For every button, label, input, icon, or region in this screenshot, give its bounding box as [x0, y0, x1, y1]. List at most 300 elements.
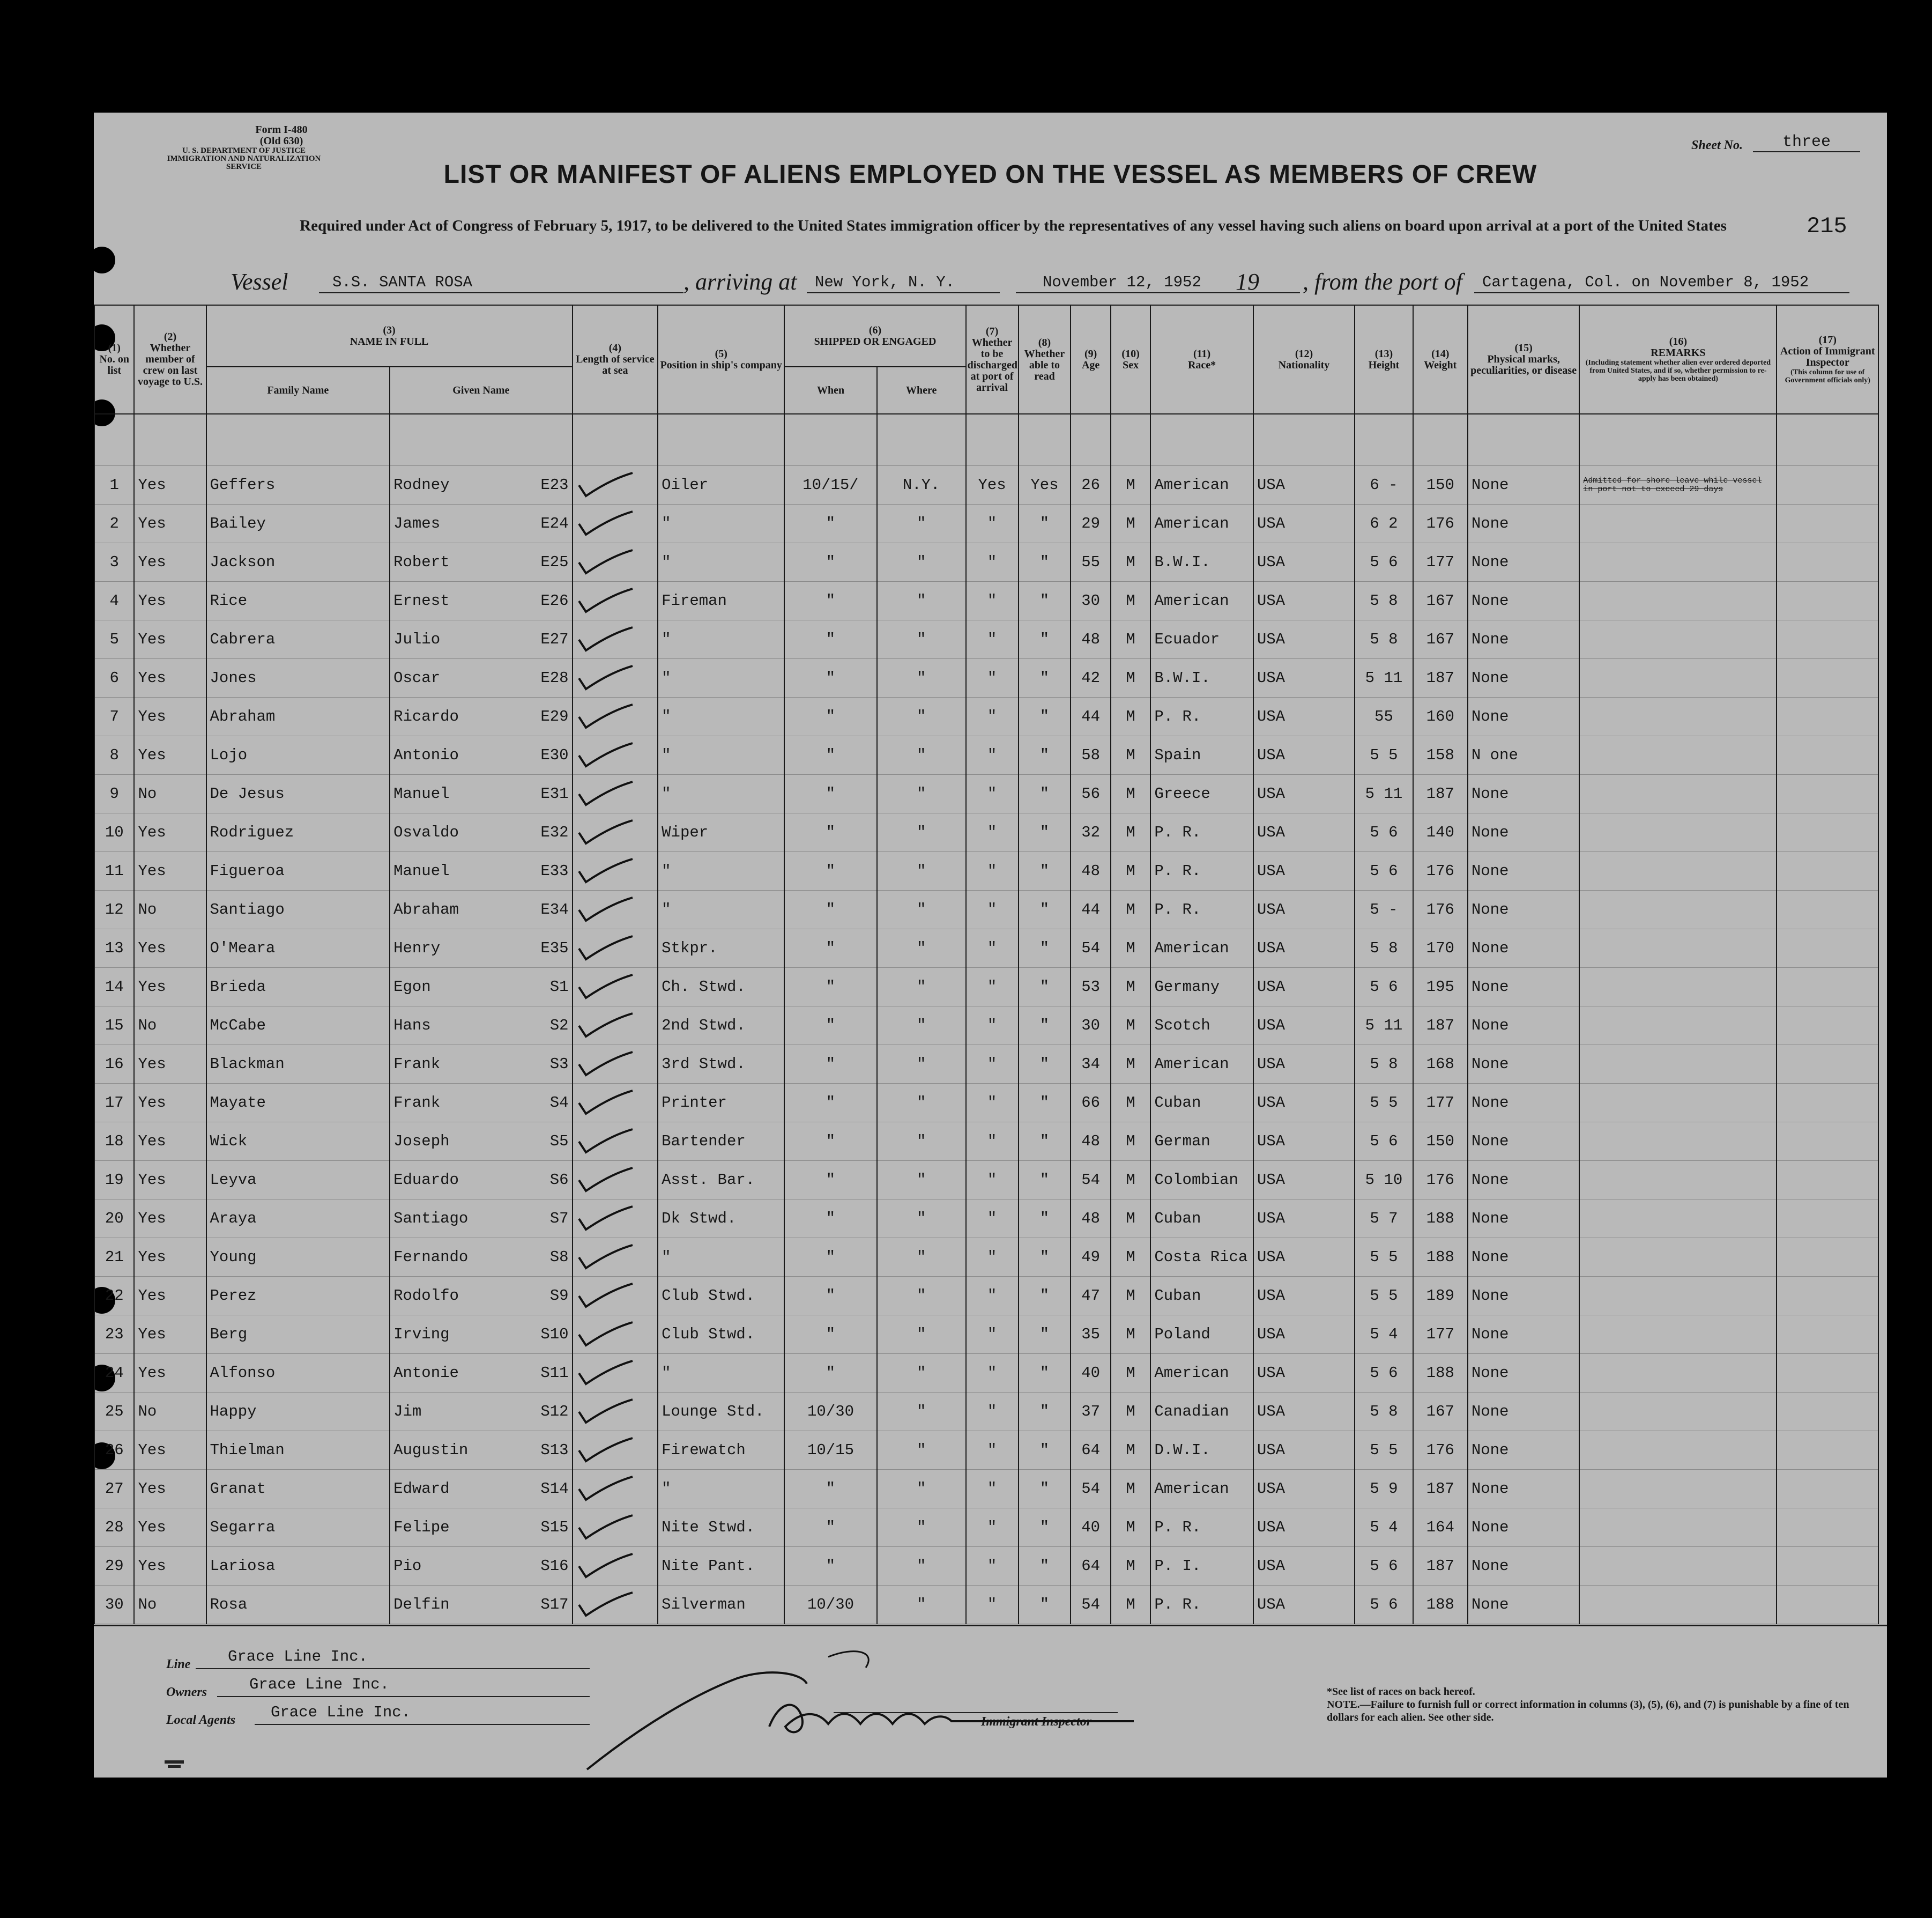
cell-family: O'Meara: [206, 929, 390, 968]
cell-marks: None: [1468, 1508, 1580, 1547]
cell-when: ": [784, 1199, 876, 1238]
cell-family: Geffers: [206, 466, 390, 505]
inspector-label: Immigrant Inspector: [981, 1715, 1092, 1729]
cell-family: Granat: [206, 1470, 390, 1508]
cell-sex: M: [1111, 1470, 1150, 1508]
cell-remarks: Admitted for shore leave while vessel in port not to exceed 29 days: [1579, 466, 1777, 505]
cell-position: Oiler: [658, 466, 784, 505]
cell-remarks: [1579, 968, 1777, 1006]
cell-when: ": [784, 1161, 876, 1199]
cell-age: 47: [1071, 1277, 1110, 1315]
given-name: Julio: [393, 631, 441, 648]
crew-code: S15: [540, 1519, 569, 1536]
cell-position: ": [658, 852, 784, 891]
given-name: Edward: [393, 1480, 450, 1498]
cell-height: 5 5: [1355, 1084, 1413, 1122]
cell-family: Brieda: [206, 968, 390, 1006]
cell-position: ": [658, 891, 784, 929]
cell-discharged: ": [966, 1354, 1019, 1393]
col-label: No. on list: [99, 353, 130, 376]
given-name: Oscar: [393, 669, 441, 687]
cell-sex: M: [1111, 1277, 1150, 1315]
col-label: Length of service at sea: [576, 353, 655, 376]
cell-where: ": [877, 659, 966, 698]
crew-code: S11: [540, 1364, 569, 1382]
cell-sex: M: [1111, 1393, 1150, 1431]
given-name: Ricardo: [393, 708, 459, 725]
col-sex-header: [1111, 305, 1150, 414]
cell-discharged: ": [966, 1045, 1019, 1084]
cell-nationality: USA: [1253, 1084, 1355, 1122]
cell-last: Yes: [134, 1084, 206, 1122]
cell-service: [573, 505, 658, 543]
cell-marks: None: [1468, 1084, 1580, 1122]
cell-position: Dk Stwd.: [658, 1199, 784, 1238]
cell-sex: M: [1111, 813, 1150, 852]
crew-code: E26: [540, 592, 569, 610]
cell-last: Yes: [134, 813, 206, 852]
cell-weight: 140: [1413, 813, 1468, 852]
cell-weight: 188: [1413, 1199, 1468, 1238]
cell-marks: None: [1468, 1045, 1580, 1084]
col-label: Weight: [1424, 359, 1457, 371]
cell-action: [1777, 1470, 1878, 1508]
cell-action: [1777, 968, 1878, 1006]
crew-code: S14: [540, 1480, 569, 1498]
cell-when: 10/30: [784, 1393, 876, 1431]
cell-no: 14: [94, 968, 134, 1006]
cell-when: ": [784, 1084, 876, 1122]
cell-remarks: [1579, 505, 1777, 543]
cell-position: Nite Stwd.: [658, 1508, 784, 1547]
cell-where: ": [877, 1315, 966, 1354]
cell-no: 27: [94, 1470, 134, 1508]
form-number-line: Form I-480: [255, 124, 308, 136]
col-label: Action of Immigrant Inspector: [1780, 345, 1875, 368]
line-value: Grace Line Inc.: [228, 1648, 368, 1665]
cell-family: Blackman: [206, 1045, 390, 1084]
cell-where: ": [877, 1547, 966, 1586]
cell-discharged: ": [966, 1470, 1019, 1508]
cell-race: Spain: [1150, 736, 1253, 775]
cell-weight: 167: [1413, 1393, 1468, 1431]
given-name: Henry: [393, 939, 441, 957]
given-name: Augustin: [393, 1441, 469, 1459]
cell-height: 5 4: [1355, 1315, 1413, 1354]
cell-given: [390, 1045, 572, 1084]
cell-race: Poland: [1150, 1315, 1253, 1354]
cell-last: No: [134, 891, 206, 929]
cell-height: 5 6: [1355, 1586, 1413, 1624]
from-label: , from the port of: [1303, 269, 1462, 295]
table-row: [94, 852, 1878, 891]
given-name: Osvaldo: [393, 824, 459, 841]
cell-position: Bartender: [658, 1122, 784, 1161]
table-row: [94, 466, 1878, 505]
cell-race: P. R.: [1150, 852, 1253, 891]
cell-last: No: [134, 775, 206, 813]
cell-no: 24: [94, 1354, 134, 1393]
crew-code: E27: [540, 631, 569, 648]
cell-no: 4: [94, 582, 134, 620]
cell-service: [573, 968, 658, 1006]
cell-where: ": [877, 1277, 966, 1315]
cell-height: 5 11: [1355, 1006, 1413, 1045]
cell-where: ": [877, 1354, 966, 1393]
cell-action: [1777, 852, 1878, 891]
cell-service: [573, 1045, 658, 1084]
col-index: (11): [1193, 347, 1211, 360]
crew-code: S9: [549, 1287, 569, 1305]
cell-age: 30: [1071, 582, 1110, 620]
cell-age: 64: [1071, 1547, 1110, 1586]
cell-last: Yes: [134, 1277, 206, 1315]
cell-race: D.W.I.: [1150, 1431, 1253, 1470]
cell-given: [390, 1238, 572, 1277]
cell-action: [1777, 1161, 1878, 1199]
given-name: Hans: [393, 1017, 431, 1034]
cell-race: P. R.: [1150, 1508, 1253, 1547]
col-note: (This column for use of Government officials only): [1785, 368, 1870, 384]
cell-action: [1777, 659, 1878, 698]
cell-nationality: USA: [1253, 1354, 1355, 1393]
cell-weight: 188: [1413, 1586, 1468, 1624]
cell-nationality: USA: [1253, 1238, 1355, 1277]
cell-when: ": [784, 1277, 876, 1315]
cell-given: [390, 1315, 572, 1354]
owners-underline: [217, 1696, 590, 1697]
crew-table-wrap: [94, 305, 1887, 1624]
cell-position: Silverman: [658, 1586, 784, 1624]
cell-remarks: [1579, 1084, 1777, 1122]
cell-weight: 176: [1413, 505, 1468, 543]
cell-race: P. R.: [1150, 813, 1253, 852]
cell-no: 5: [94, 620, 134, 659]
cell-last: Yes: [134, 698, 206, 736]
cell-service: [573, 1006, 658, 1045]
cell-marks: None: [1468, 1431, 1580, 1470]
cell-given: [390, 1277, 572, 1315]
cell-given: [390, 1431, 572, 1470]
cell-given: [390, 1122, 572, 1161]
cell-height: 5 8: [1355, 929, 1413, 968]
vessel-name: S.S. SANTA ROSA: [332, 273, 473, 291]
table-row: [94, 1470, 1878, 1508]
cell-family: Lojo: [206, 736, 390, 775]
crew-code: S7: [549, 1210, 569, 1227]
cell-read: ": [1019, 1045, 1071, 1084]
cell-where: ": [877, 543, 966, 582]
cell-given: [390, 775, 572, 813]
cell-marks: None: [1468, 1393, 1580, 1431]
cell-position: ": [658, 620, 784, 659]
cell-discharged: ": [966, 736, 1019, 775]
given-name: Rodolfo: [393, 1287, 459, 1305]
cell-service: [573, 1122, 658, 1161]
cell-age: 49: [1071, 1238, 1110, 1277]
crew-code: E35: [540, 939, 569, 957]
cell-when: ": [784, 1547, 876, 1586]
cell-given: [390, 1586, 572, 1624]
crew-code: E34: [540, 901, 569, 919]
cell-race: Germany: [1150, 968, 1253, 1006]
col-weight-header: [1413, 305, 1468, 414]
cell-action: [1777, 698, 1878, 736]
cell-marks: None: [1468, 929, 1580, 968]
given-name: Manuel: [393, 862, 450, 880]
checkmark-icon: [576, 742, 635, 769]
cell-when: ": [784, 505, 876, 543]
checkmark-icon: [576, 1205, 635, 1232]
port-underline: [807, 292, 1000, 293]
col-family-header: Family Name: [206, 367, 390, 414]
cell-given: [390, 1006, 572, 1045]
cell-nationality: USA: [1253, 968, 1355, 1006]
checkmark-icon: [576, 1360, 635, 1387]
cell-remarks: [1579, 1586, 1777, 1624]
cell-last: Yes: [134, 1431, 206, 1470]
cell-read: ": [1019, 929, 1071, 968]
checkmark-icon: [576, 974, 635, 1001]
cell-discharged: ": [966, 620, 1019, 659]
cell-age: 44: [1071, 891, 1110, 929]
cell-discharged: ": [966, 1006, 1019, 1045]
cell-marks: None: [1468, 1354, 1580, 1393]
table-row: [94, 1431, 1878, 1470]
col-label: Position in ship's company: [660, 359, 782, 371]
cell-height: 5 -: [1355, 891, 1413, 929]
table-row: [94, 1393, 1878, 1431]
cell-marks: None: [1468, 1547, 1580, 1586]
cell-read: ": [1019, 852, 1071, 891]
cell-given: [390, 1199, 572, 1238]
cell-age: 54: [1071, 1470, 1110, 1508]
cell-position: ": [658, 736, 784, 775]
cell-height: 5 4: [1355, 1508, 1413, 1547]
table-row: [94, 1045, 1878, 1084]
cell-race: Costa Rica: [1150, 1238, 1253, 1277]
checkmark-icon: [576, 549, 635, 576]
cell-age: 30: [1071, 1006, 1110, 1045]
cell-where: ": [877, 775, 966, 813]
given-name: Abraham: [393, 901, 459, 919]
cell-marks: None: [1468, 1586, 1580, 1624]
cell-remarks: [1579, 659, 1777, 698]
table-row: [94, 1508, 1878, 1547]
col-index: (14): [1431, 347, 1450, 360]
cell-discharged: ": [966, 659, 1019, 698]
sheet-label: Sheet No.: [1691, 138, 1743, 152]
cell-read: ": [1019, 1006, 1071, 1045]
cell-nationality: USA: [1253, 698, 1355, 736]
crew-code: E28: [540, 669, 569, 687]
cell-marks: None: [1468, 1161, 1580, 1199]
cell-service: [573, 1238, 658, 1277]
cell-no: 20: [94, 1199, 134, 1238]
crew-code: S4: [549, 1094, 569, 1112]
checkmark-icon: [576, 1090, 635, 1116]
cell-weight: 188: [1413, 1354, 1468, 1393]
arrival-port: New York, N. Y.: [815, 273, 955, 291]
cell-action: [1777, 1122, 1878, 1161]
cell-sex: M: [1111, 1315, 1150, 1354]
cell-no: 21: [94, 1238, 134, 1277]
col-remarks-header: [1579, 305, 1777, 414]
cell-age: 54: [1071, 929, 1110, 968]
cell-nationality: USA: [1253, 1315, 1355, 1354]
cell-race: Cuban: [1150, 1199, 1253, 1238]
cell-sex: M: [1111, 1161, 1150, 1199]
printer-mark-icon: [164, 1759, 185, 1769]
cell-given: [390, 1470, 572, 1508]
given-name: Antonie: [393, 1364, 459, 1382]
crew-code: E29: [540, 708, 569, 725]
cell-where: ": [877, 968, 966, 1006]
checkmark-icon: [576, 858, 635, 885]
checkmark-icon: [576, 1476, 635, 1502]
cell-weight: 150: [1413, 466, 1468, 505]
cell-given: [390, 1547, 572, 1586]
cell-action: [1777, 1315, 1878, 1354]
cell-family: Thielman: [206, 1431, 390, 1470]
cell-height: 5 10: [1355, 1161, 1413, 1199]
cell-given: [390, 543, 572, 582]
cell-age: 29: [1071, 505, 1110, 543]
col-index: (9): [1084, 347, 1097, 360]
cell-sex: M: [1111, 736, 1150, 775]
given-name: Frank: [393, 1094, 441, 1112]
cell-height: 5 5: [1355, 736, 1413, 775]
table-row: [94, 1161, 1878, 1199]
cell-height: 5 7: [1355, 1199, 1413, 1238]
col-service-header: [573, 305, 658, 414]
crew-code: S12: [540, 1403, 569, 1420]
cell-marks: None: [1468, 852, 1580, 891]
cell-height: 5 8: [1355, 1045, 1413, 1084]
col-label: Whether member of crew on last voyage to U.S.: [137, 342, 203, 388]
cell-given: [390, 659, 572, 698]
cell-service: [573, 1315, 658, 1354]
table-row: [94, 659, 1878, 698]
inspector-signature: [576, 1635, 1166, 1775]
cell-action: [1777, 891, 1878, 929]
cell-height: 5 11: [1355, 659, 1413, 698]
cell-discharged: Yes: [966, 466, 1019, 505]
crew-table: [94, 305, 1879, 1624]
cell-nationality: USA: [1253, 813, 1355, 852]
cell-given: [390, 968, 572, 1006]
cell-weight: 177: [1413, 543, 1468, 582]
cell-when: ": [784, 582, 876, 620]
cell-no: 22: [94, 1277, 134, 1315]
cell-when: ": [784, 1354, 876, 1393]
table-row: [94, 736, 1878, 775]
cell-remarks: [1579, 1393, 1777, 1431]
col-label: Height: [1368, 359, 1400, 371]
cell-family: Lariosa: [206, 1547, 390, 1586]
cell-marks: None: [1468, 698, 1580, 736]
cell-position: Wiper: [658, 813, 784, 852]
cell-race: American: [1150, 505, 1253, 543]
cell-remarks: [1579, 1547, 1777, 1586]
cell-age: 35: [1071, 1315, 1110, 1354]
cell-read: ": [1019, 775, 1071, 813]
cell-age: 55: [1071, 543, 1110, 582]
cell-weight: 195: [1413, 968, 1468, 1006]
cell-no: 17: [94, 1084, 134, 1122]
cell-given: [390, 582, 572, 620]
cell-marks: None: [1468, 582, 1580, 620]
cell-position: Stkpr.: [658, 929, 784, 968]
checkmark-icon: [576, 1167, 635, 1194]
cell-when: ": [784, 1238, 876, 1277]
cell-position: Fireman: [658, 582, 784, 620]
cell-family: Leyva: [206, 1161, 390, 1199]
cell-given: [390, 505, 572, 543]
cell-family: Rosa: [206, 1586, 390, 1624]
cell-nationality: USA: [1253, 1277, 1355, 1315]
page-subtitle: Required under Act of Congress of February 5, 1917, to be delivered to the United States immigration officer by the representatives of any vessel having such aliens on board upon arrival at a port of the United States: [300, 217, 1727, 234]
cell-age: 42: [1071, 659, 1110, 698]
col-label: Age: [1081, 359, 1100, 371]
cell-where: ": [877, 582, 966, 620]
agents-underline: [255, 1724, 590, 1725]
arrival-date: November 12, 1952: [1043, 273, 1201, 291]
cell-service: [573, 1508, 658, 1547]
cell-action: [1777, 1045, 1878, 1084]
cell-action: [1777, 1238, 1878, 1277]
given-name: Irving: [393, 1325, 450, 1343]
cell-when: 10/15: [784, 1431, 876, 1470]
cell-marks: None: [1468, 659, 1580, 698]
cell-read: ": [1019, 736, 1071, 775]
col-index: (6): [868, 324, 882, 336]
col-index: (10): [1121, 347, 1140, 360]
cell-last: Yes: [134, 1161, 206, 1199]
col-height-header: [1355, 305, 1413, 414]
cell-height: 5 5: [1355, 1238, 1413, 1277]
cell-weight: 189: [1413, 1277, 1468, 1315]
cell-race: Cuban: [1150, 1084, 1253, 1122]
cell-sex: M: [1111, 698, 1150, 736]
cell-remarks: [1579, 929, 1777, 968]
cell-sex: M: [1111, 1238, 1150, 1277]
cell-sex: M: [1111, 1045, 1150, 1084]
crew-code: E31: [540, 785, 569, 803]
cell-last: Yes: [134, 1354, 206, 1393]
cell-where: ": [877, 736, 966, 775]
cell-no: 28: [94, 1508, 134, 1547]
cell-nationality: USA: [1253, 891, 1355, 929]
col-note: (Including statement whether alien ever ordered deported from United States, and if so, whether permission to re-apply has been obtained): [1585, 359, 1771, 383]
cell-remarks: [1579, 1277, 1777, 1315]
cell-family: Happy: [206, 1393, 390, 1431]
checkmark-icon: [576, 1283, 635, 1309]
checkmark-icon: [576, 1553, 635, 1580]
cell-read: ": [1019, 659, 1071, 698]
owners-label: Owners: [166, 1685, 207, 1699]
cell-nationality: USA: [1253, 1508, 1355, 1547]
cell-family: Figueroa: [206, 852, 390, 891]
cell-discharged: ": [966, 582, 1019, 620]
cell-marks: None: [1468, 1277, 1580, 1315]
col-index: (2): [164, 331, 177, 343]
cell-action: [1777, 813, 1878, 852]
col-when-header: When: [784, 367, 876, 414]
cell-family: Cabrera: [206, 620, 390, 659]
cell-action: [1777, 1393, 1878, 1431]
cell-given: [390, 891, 572, 929]
